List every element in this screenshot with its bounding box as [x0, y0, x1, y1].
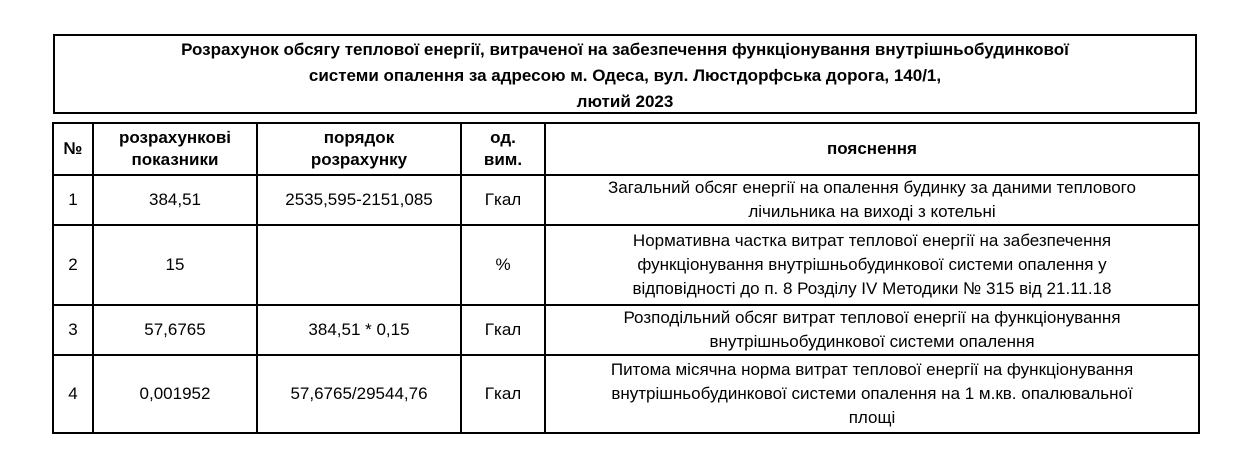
cell-indicator: 0,001952 — [93, 355, 257, 433]
cell-order: 384,51 * 0,15 — [257, 305, 461, 355]
title-line-1: Розрахунок обсягу теплової енергії, витраченої на забезпечення функціонування внутрішньобудинкової — [181, 40, 1069, 59]
header-indicators-line-1: розрахункові — [118, 128, 232, 147]
document-title — [53, 34, 1197, 114]
cell-unit: Гкал — [461, 355, 545, 433]
cell-unit: Гкал — [461, 305, 545, 355]
cell-unit: % — [461, 225, 545, 305]
explanation-line: Нормативна частка витрат теплової енергії на забезпечення — [632, 231, 1112, 250]
cell-explanation — [545, 175, 1199, 225]
title-line-3: лютий 2023 — [576, 92, 674, 111]
cell-num: 3 — [53, 305, 93, 355]
header-order — [257, 123, 461, 175]
header-order-line-2: розрахунку — [310, 150, 408, 169]
cell-unit: Гкал — [461, 175, 545, 225]
table-row — [53, 225, 1199, 305]
header-unit-line-2: вим. — [483, 150, 523, 169]
cell-order — [257, 225, 461, 305]
explanation-line: Загальний обсяг енергії на опалення будинку за даними теплового — [608, 178, 1136, 197]
table-row — [53, 175, 1199, 225]
cell-num: 1 — [53, 175, 93, 225]
cell-indicator: 384,51 — [93, 175, 257, 225]
cell-num: 2 — [53, 225, 93, 305]
table-header-row — [53, 123, 1199, 175]
cell-order: 57,6765/29544,76 — [257, 355, 461, 433]
cell-indicator: 15 — [93, 225, 257, 305]
table-row — [53, 305, 1199, 355]
header-num: № — [53, 123, 93, 175]
cell-explanation — [545, 355, 1199, 433]
header-explanation: пояснення — [545, 123, 1199, 175]
calculation-table — [52, 122, 1200, 434]
cell-explanation — [545, 225, 1199, 305]
explanation-line: функціонування внутрішньобудинкової системи опалення у — [637, 255, 1107, 274]
cell-order: 2535,595-2151,085 — [257, 175, 461, 225]
cell-indicator: 57,6765 — [93, 305, 257, 355]
header-indicators — [93, 123, 257, 175]
explanation-line: внутрішньобудинкової системи опалення на 1 м.кв. опалювальної — [611, 384, 1133, 403]
explanation-line: лічильника на виході з котельні — [748, 202, 996, 221]
title-line-2: системи опалення за адресою м. Одеса, вул. Люстдорфська дорога, 140/1, — [308, 66, 942, 85]
explanation-line: Розподільний обсяг витрат теплової енергії на функціонування — [623, 308, 1121, 327]
explanation-line: площі — [848, 408, 896, 427]
table-row — [53, 355, 1199, 433]
header-unit — [461, 123, 545, 175]
header-unit-line-1: од. — [490, 128, 516, 147]
cell-num: 4 — [53, 355, 93, 433]
explanation-line: відповідності до п. 8 Розділу IV Методики № 315 від 21.11.18 — [632, 279, 1112, 298]
cell-explanation — [545, 305, 1199, 355]
explanation-line: внутрішньобудинкової системи опалення — [709, 332, 1035, 351]
header-indicators-line-2: показники — [131, 150, 219, 169]
header-order-line-1: порядок — [323, 128, 395, 147]
explanation-line: Питома місячна норма витрат теплової енергії на функціонування — [610, 360, 1134, 379]
